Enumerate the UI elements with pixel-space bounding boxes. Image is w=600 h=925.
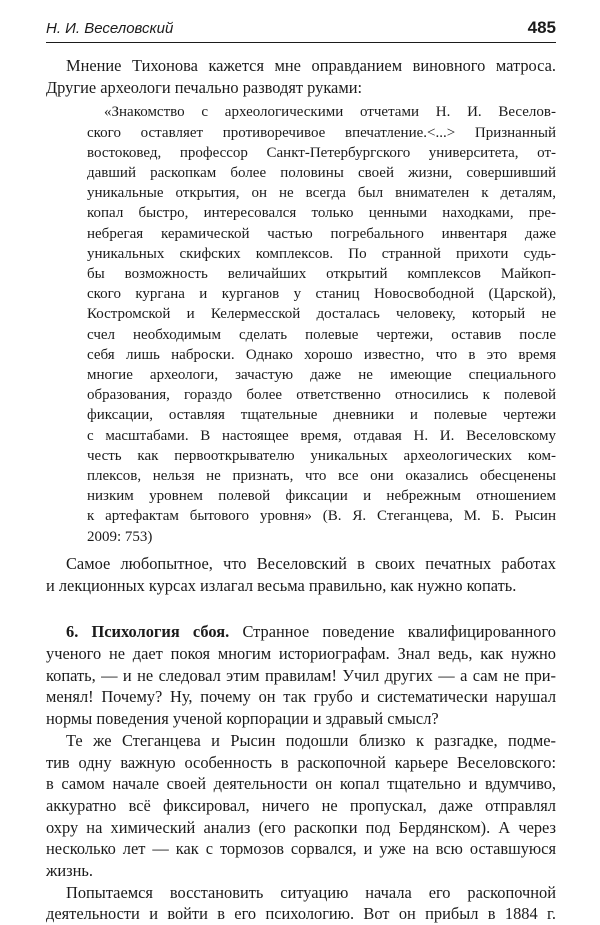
quote-line: к артефактам бытового уровня» (В. Я. Стеганцева, М. Б. Рысин	[87, 508, 556, 525]
quote-line: бы возможность величайших открытий комплексов Майкоп-	[87, 266, 556, 283]
quote-line: небрегая керамической частью погребального инвентаря даже	[87, 225, 556, 242]
quote-line: себя лишь наброски. Однако хорошо известно, что в это время	[87, 346, 556, 363]
text-line: нормы поведения ученой корпорации и здравый смысл?	[46, 709, 439, 729]
section-first-line-text: Странное поведение квалифицированного	[229, 622, 556, 642]
section-paragraph	[46, 621, 556, 730]
running-header	[46, 14, 556, 43]
text-line: деятельности и войти в его психологию. Вот он прибыл в 1884 г.	[46, 904, 556, 924]
text-line: несколько лет — как с тормозов сорвался, и уже на всю оставшуюся	[46, 839, 556, 859]
after-quote-paragraph	[46, 553, 556, 596]
quote-line: низким уровнем полевой фиксации и небрежным отношением	[87, 488, 556, 505]
quote-line: ского кургана и курганов у станиц Новосвободной (Царской),	[87, 286, 556, 303]
quote-line: уникальных скифских комплексов. По странной прихоти судь-	[87, 245, 556, 262]
text-line: аккуратно всё фиксировал, ничего не пропускал, даже отправлял	[46, 795, 556, 815]
text-line: Мнение Тихонова кажется мне оправданием виновного матроса.	[66, 56, 556, 75]
text-line: менял! Почему? Ну, почему он так грубо и систематически нарушал	[46, 687, 556, 707]
quote-line: востоковед, профессор Санкт-Петербургского университета, от-	[87, 144, 556, 161]
quote-line: многие археологи, зачастую даже не имеющие специального	[87, 367, 556, 384]
quote-line: образования, гораздо более ответственно относились к полевой	[87, 387, 556, 404]
text-line: ученого не дает покоя многим историографам. Знал ведь, как нужно	[46, 643, 556, 663]
text-line: Самое любопытное, что Веселовский в своих печатных работах	[66, 553, 556, 573]
section-first-line	[46, 621, 556, 643]
quote-line: копал быстро, интересовался только ценными находками, пре-	[87, 205, 556, 222]
text-line: Те же Стеганцева и Рысин подошли близко к разгадке, подме-	[66, 730, 556, 750]
block-quote	[46, 102, 556, 546]
main-text	[46, 55, 556, 925]
paragraph-three	[46, 882, 556, 925]
page-number: 485	[527, 18, 556, 37]
quote-line: фиксации, оставляя тщательные дневники и полевые чертежи	[87, 407, 556, 424]
section-heading: 6. Психология сбоя.	[66, 622, 230, 642]
paragraph-two	[46, 730, 556, 882]
quote-line: уникальные открытия, он не всегда был внимателен к деталям,	[87, 185, 556, 202]
text-line: Другие археологи печально разводят руками:	[46, 77, 363, 97]
text-line: Попытаемся восстановить ситуацию начала его раскопочной	[66, 882, 556, 902]
quote-line: 2009: 753)	[87, 528, 153, 545]
text-line: жизнь.	[46, 861, 93, 881]
text-line: копать, — и не следовал этим правилам! Учил других — а сам не при-	[46, 665, 556, 685]
header-author: Н. И. Веселовский	[46, 20, 174, 37]
quote-line: давший раскопкам более половины своей жизни, совершивший	[87, 165, 556, 182]
quote-line: ского оставляет противоречивое впечатление.<...> Признанный	[87, 124, 556, 141]
quote-line: плексов, нельзя не признать, что все они оказались обесценены	[87, 468, 556, 485]
quote-line: «Знакомство с археологическими отчетами Н. И. Веселов-	[104, 104, 556, 121]
quote-line: с масштабами. В настоящее время, отдавая Н. И. Веселовскому	[87, 427, 556, 444]
text-line: охру на химический анализ (его раскопки под Бердянском). А через	[46, 817, 556, 837]
quote-line: честь как первооткрывателю уникальных археологических ком-	[87, 447, 556, 464]
text-line: и лекционных курсах излагал весьма правильно, как нужно копать.	[46, 575, 517, 595]
text-line: в самом начале своей деятельности он копал тщательно и вдумчиво,	[46, 774, 556, 794]
text-line: тив одну важную особенность в раскопочной карьере Веселовского:	[46, 752, 556, 772]
quote-line: счел необходимым сделать полевые чертежи, оставив после	[87, 326, 556, 343]
quote-line: Костромской и Келермесской досталась человеку, который не	[87, 306, 556, 323]
intro-paragraph	[46, 55, 556, 98]
